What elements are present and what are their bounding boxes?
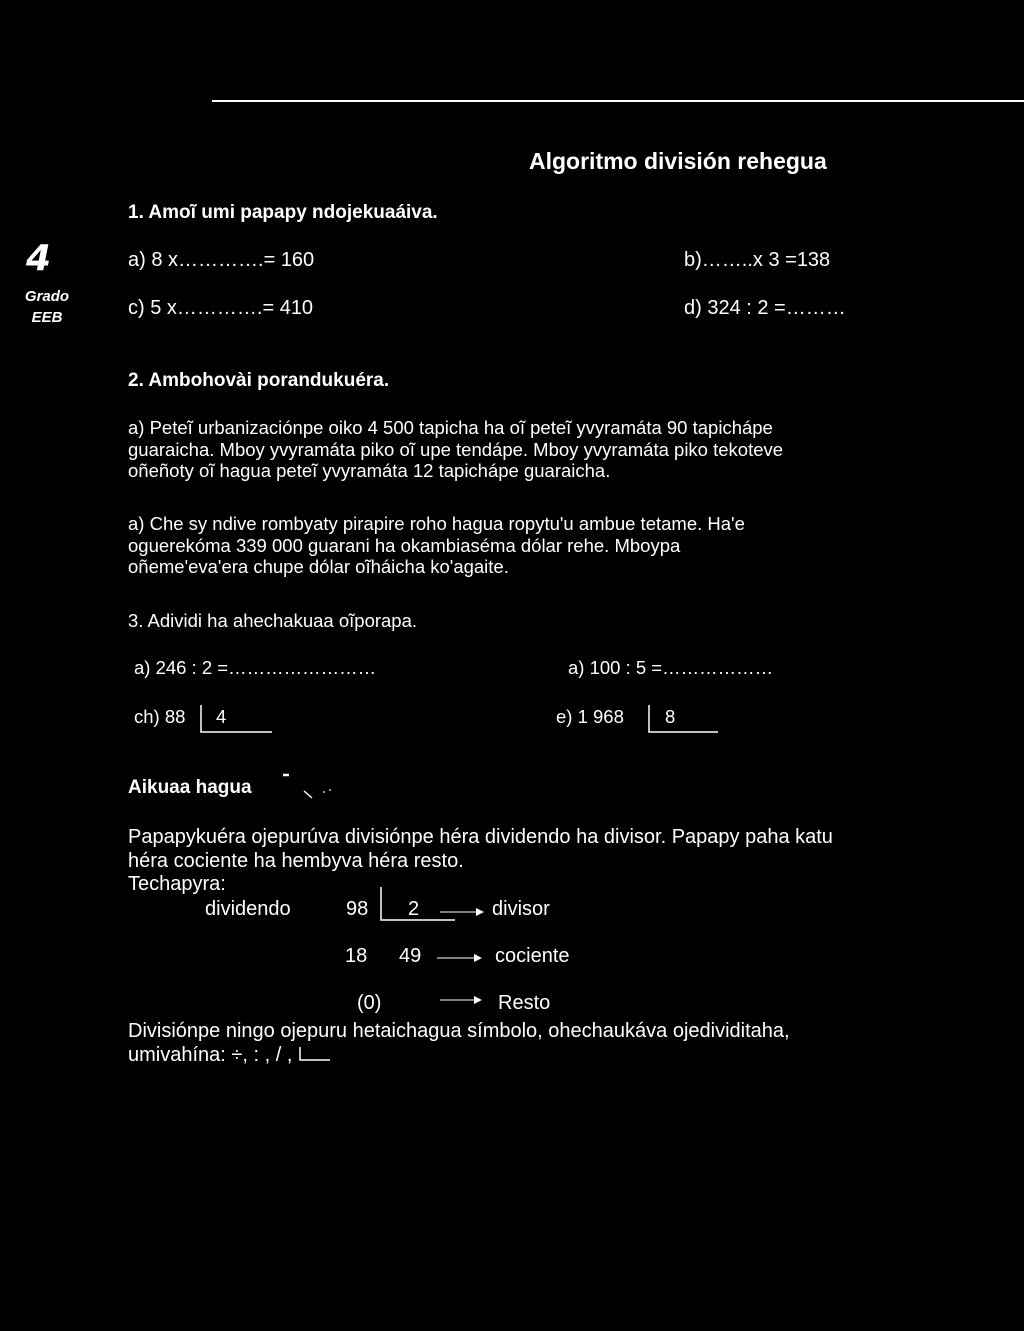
example-partial: 18 bbox=[345, 945, 368, 967]
concept-body-line: héra cociente ha hembyva héra resto. bbox=[128, 849, 464, 872]
concept-body-line: Papapykuéra ojepurúva divisiónpe héra dividendo ha divisor. Papapy paha katu bbox=[128, 826, 833, 848]
example-quotient-label: cociente bbox=[495, 945, 570, 967]
problem1-line: a) Peteĩ urbanizaciónpe oiko 4 500 tapicha ha oĩ peteĩ yvyramáta 90 tapicháp​e bbox=[128, 417, 773, 438]
problem1-line: guaraicha. Mboy yvyramáta piko oĩ upe tendápe. Mboy yvyramáta piko tekoteve bbox=[128, 438, 784, 460]
concept-body-line: Techapyra: bbox=[128, 873, 226, 895]
example-quotient: 49 bbox=[399, 945, 422, 967]
exercise3-item-a: a) 246 : 2 =…………………… bbox=[134, 657, 377, 678]
exercise1-item-a: a) 8 x………….= 160 bbox=[128, 249, 315, 271]
page-title: Algoritmo división rehegua bbox=[529, 148, 827, 174]
concept-heading: Aikuaa hagua bbox=[128, 777, 252, 798]
exercise3-heading: 3. Adividi ha ahechakuaa oĩporapa. bbox=[128, 610, 418, 631]
exercise1-item-b: b)……..x 3 =138 bbox=[684, 249, 831, 271]
example-remainder: (0) bbox=[357, 992, 382, 1014]
exercise1-heading: 1. Amoĩ umi papapy ndojekuaáiva. bbox=[128, 202, 438, 223]
example-dividend-label: dividendo bbox=[205, 898, 291, 920]
long-division-divisor: 8 bbox=[665, 706, 676, 727]
problem2-line: oñeme'eva'era chupe dólar oĩháicha ko'agaite. bbox=[128, 556, 509, 577]
problem1-line: oñeñoty oĩ hagua peteĩ yvyramáta 12 tapicháp​e guaraicha. bbox=[128, 460, 611, 481]
arrow-head-icon bbox=[474, 954, 482, 962]
grade-label-line1: Grado bbox=[24, 288, 70, 305]
example-divisor: 2 bbox=[408, 898, 420, 920]
concept-footer-symbols: umivahína: ÷, : , / , bbox=[128, 1043, 293, 1066]
grade-label-line2: EEB bbox=[31, 309, 63, 326]
exercise1-item-c: c) 5 x………….= 410 bbox=[128, 297, 314, 319]
exercise3-item-a2: a) 100 : 5 =……………… bbox=[568, 657, 774, 678]
grade-number: 4 bbox=[26, 238, 52, 279]
concept-footer bbox=[128, 1020, 918, 1067]
example-division-bracket bbox=[381, 887, 455, 920]
long-division-symbol-icon bbox=[298, 1047, 330, 1063]
arrow-head-icon bbox=[476, 908, 484, 916]
example-divisor-label: divisor bbox=[492, 898, 550, 920]
problem2-line: a) Che sy ndive rombyaty pirapire roho hagua ropytu'u ambue tetame. Ha'e bbox=[128, 513, 745, 534]
example-remainder-label: Resto bbox=[498, 992, 551, 1014]
long-division-label: ch) 88 bbox=[134, 706, 186, 727]
exercise1-item-d: d) 324 : 2 =……… bbox=[684, 297, 846, 319]
long-division-label: e) 1 968 bbox=[556, 706, 624, 727]
concept-footer-line: Divisiónpe ningo ojepuru hetaichagua símbolo, ohechaukáva ojedividitaha, bbox=[128, 1020, 790, 1042]
example-dividend: 98 bbox=[346, 898, 369, 920]
arrow-head-icon bbox=[474, 996, 482, 1004]
long-division-divisor: 4 bbox=[216, 706, 227, 727]
problem2-line: oguerekóma 339 000 guarani ha okambiaséma dólar rehe. Mboypa bbox=[128, 534, 681, 556]
exercise2-heading: 2. Ambohovài porandukuéra. bbox=[128, 370, 390, 391]
concept-footer-line bbox=[128, 1044, 918, 1068]
